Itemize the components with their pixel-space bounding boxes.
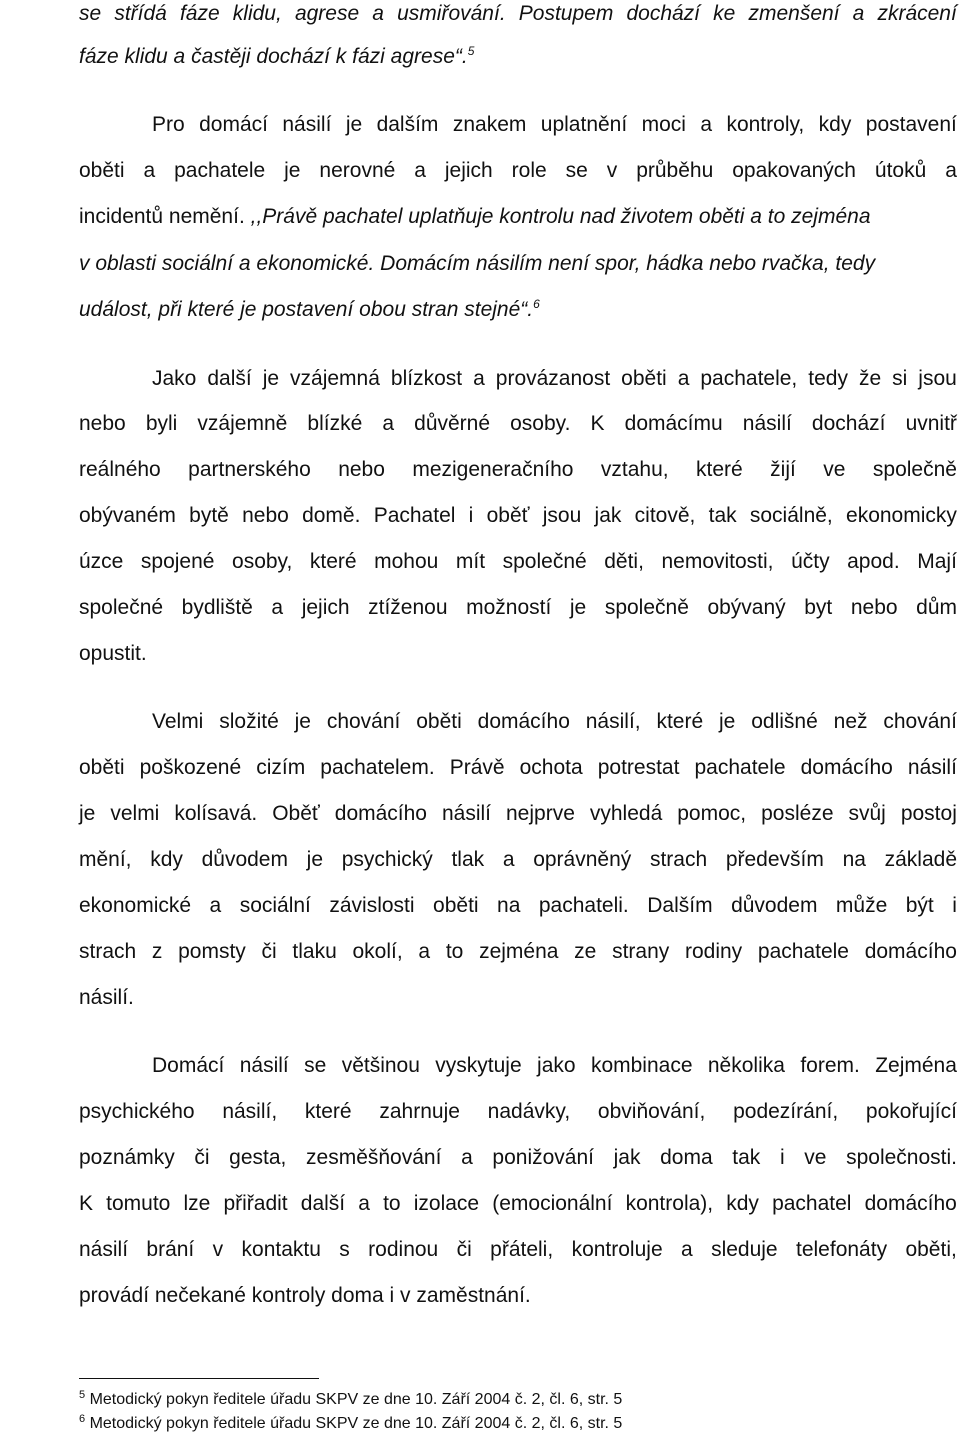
paragraph-4-line-4	[79, 1190, 957, 1218]
word: kolísavá.	[174, 802, 258, 825]
word: byli	[145, 412, 178, 435]
word: a	[143, 159, 156, 182]
word: blízkost	[390, 367, 463, 390]
text: opustit.	[79, 642, 147, 665]
word: násilí	[742, 412, 792, 435]
word: pachatele,	[700, 367, 798, 390]
word: nebo	[850, 596, 898, 619]
word: obývaný	[707, 596, 786, 619]
word: telefonáty	[796, 1238, 888, 1261]
word: postoj	[900, 802, 957, 825]
word: je	[294, 710, 311, 733]
paragraph-2-line-7	[79, 640, 147, 668]
word: jsou	[918, 367, 957, 390]
word: tedy	[808, 367, 848, 390]
word: je	[719, 710, 736, 733]
word: podezírání,	[733, 1100, 839, 1123]
word: izolace	[413, 1192, 480, 1215]
word: a	[461, 1146, 473, 1169]
paragraph-2-line-2	[79, 410, 957, 438]
word: ekonomické	[79, 894, 192, 917]
word: závislosti	[329, 894, 415, 917]
word: na	[497, 894, 521, 917]
paragraph-2-line-4	[79, 502, 957, 530]
footnote-ref-6: 6	[533, 297, 540, 311]
word: domácího	[864, 940, 957, 963]
footnote-mark: 6	[79, 1413, 86, 1425]
word: násilí,	[585, 710, 641, 733]
word: zejména	[479, 940, 559, 963]
paragraph-3-line-3	[79, 800, 957, 828]
word: pachatele	[757, 940, 849, 963]
word: to	[445, 940, 464, 963]
word: i	[468, 504, 474, 527]
word: domě.	[302, 504, 361, 527]
text: fáze klidu a častěji dochází k fázi agrese“.	[79, 45, 468, 68]
word: či	[456, 1238, 472, 1261]
word: sociální	[239, 894, 311, 917]
word: domácímu	[624, 412, 723, 435]
word: vyhledá	[589, 802, 663, 825]
paragraph-2-line-6	[79, 594, 957, 622]
word: přáteli,	[490, 1238, 554, 1261]
word: vztahu,	[600, 458, 669, 481]
word: z	[151, 940, 163, 963]
word: společnosti.	[846, 1146, 957, 1169]
word: rodinou	[368, 1238, 439, 1261]
word: velmi	[110, 802, 160, 825]
word: násilí	[907, 756, 957, 779]
word: a	[852, 2, 865, 25]
word: usmiřování.	[397, 2, 506, 25]
word: oběti	[433, 894, 479, 917]
word: osoby.	[510, 412, 571, 435]
word: domácího	[864, 1192, 957, 1215]
word: provázanost	[495, 367, 611, 390]
paragraph-3-line-7	[79, 984, 134, 1012]
word: důvodem	[731, 894, 818, 917]
paragraph-3-line-5	[79, 892, 957, 920]
word: a	[209, 894, 222, 917]
word: nebo	[242, 504, 289, 527]
paragraph-0-line-1	[79, 0, 957, 28]
word: psychického	[79, 1100, 195, 1123]
word: bydliště	[181, 596, 253, 619]
word: potrestat	[597, 756, 680, 779]
word: jak	[594, 504, 622, 527]
word: ochota	[519, 756, 583, 779]
footnote-5	[79, 1390, 622, 1410]
word: pomsty	[178, 940, 246, 963]
word: Postupem	[518, 2, 614, 25]
word: lze	[183, 1192, 211, 1215]
word: rodiny	[684, 940, 743, 963]
paragraph-1-line-4	[79, 250, 875, 278]
footnote-separator	[79, 1378, 319, 1379]
word: partnerského	[188, 458, 311, 481]
word: je	[262, 367, 280, 390]
word: jako	[537, 1054, 576, 1077]
word: a	[414, 159, 426, 182]
word: a	[681, 1238, 693, 1261]
word: dochází	[811, 412, 886, 435]
word: vyskytuje	[435, 1054, 522, 1077]
word: důvodem	[201, 848, 288, 871]
word: tlak	[451, 848, 485, 871]
word: role	[511, 159, 547, 182]
word: to	[383, 1192, 401, 1215]
word: násilí	[441, 802, 492, 825]
word: ke	[713, 2, 736, 25]
word: vzájemně	[197, 412, 288, 435]
word: uplatnění	[540, 113, 628, 136]
word: další	[300, 1192, 346, 1215]
footnote-ref-5: 5	[467, 44, 475, 58]
word: chování	[326, 710, 401, 733]
word: oběti,	[905, 1238, 957, 1261]
word: obviňování,	[597, 1100, 706, 1123]
word: citově,	[634, 504, 696, 527]
word: okolí,	[352, 940, 403, 963]
text: násilí.	[79, 986, 134, 1009]
word: Pachatel	[373, 504, 456, 527]
word: domácího	[334, 802, 427, 825]
word: s	[339, 1238, 350, 1261]
word: vzájemná	[290, 367, 380, 390]
word: kontrola),	[625, 1192, 714, 1215]
word: K	[590, 412, 605, 435]
word: v	[212, 1238, 224, 1261]
word: střídá	[114, 2, 167, 25]
word: K	[79, 1192, 94, 1215]
word: reálného	[79, 458, 161, 481]
paragraph-0-line-2	[79, 43, 474, 71]
footnote-text: Metodický pokyn ředitele úřadu SKPV ze dne 10. Září 2004 č. 2, čl. 6, str. 5	[89, 1391, 623, 1408]
paragraph-3-line-4	[79, 846, 957, 874]
word: oběti	[79, 159, 125, 182]
word: a	[502, 848, 515, 871]
word: které	[304, 1100, 352, 1123]
paragraph-1-line-2	[79, 157, 957, 185]
word: je	[569, 596, 587, 619]
word: jejich	[301, 596, 350, 619]
word: a	[372, 2, 384, 25]
word: nejprve	[506, 802, 575, 825]
word: dochází	[626, 2, 701, 25]
word: gesta,	[229, 1146, 287, 1169]
word: možností	[466, 596, 552, 619]
word: či	[261, 940, 277, 963]
word: uvnitř	[905, 412, 957, 435]
word: oběti	[416, 710, 462, 733]
word: mít	[455, 550, 486, 573]
word: základě	[884, 848, 957, 871]
text: incidentů nemění.	[79, 205, 245, 228]
word: společné	[502, 550, 587, 573]
word: důvěrné	[414, 412, 491, 435]
word: ze	[574, 940, 597, 963]
word: zesměšňování	[306, 1146, 442, 1169]
word: útoků	[874, 159, 927, 182]
word: blízké	[307, 412, 363, 435]
word: agrese	[294, 2, 360, 25]
word: zkrácení	[877, 2, 957, 25]
word: pachatele	[174, 159, 266, 182]
word: násilí	[282, 113, 332, 136]
word: a	[358, 1192, 370, 1215]
paragraph-4-line-6	[79, 1282, 531, 1310]
word: násilí,	[222, 1100, 278, 1123]
paragraph-2-line-5	[79, 548, 957, 576]
word: Zejména	[875, 1054, 957, 1077]
word: které	[309, 550, 357, 573]
word: účty	[791, 550, 830, 573]
paragraph-2-line-1	[79, 365, 957, 393]
word: ve	[804, 1146, 827, 1169]
paragraph-1-line-3	[79, 203, 871, 231]
word: odlišné	[751, 710, 818, 733]
word: a	[473, 367, 485, 390]
word: další	[207, 367, 252, 390]
word: žijí	[770, 458, 796, 481]
word: Velmi	[152, 710, 204, 733]
word: společné	[79, 596, 164, 619]
word: především	[725, 848, 824, 871]
word: nerovné	[319, 159, 396, 182]
word: ztíženou	[368, 596, 448, 619]
word: ponižování	[492, 1146, 594, 1169]
word: jejich	[444, 159, 493, 182]
word: domácího	[477, 710, 570, 733]
word: svůj	[848, 802, 886, 825]
word: a	[677, 367, 690, 390]
word: společně	[604, 596, 689, 619]
word: klidu,	[232, 2, 282, 25]
word: poznámky	[79, 1146, 175, 1169]
word: a	[418, 940, 431, 963]
word: strach	[649, 848, 708, 871]
word: pachatele	[694, 756, 786, 779]
word: jak	[613, 1146, 641, 1169]
word: kdy	[150, 848, 183, 871]
word: i	[952, 894, 957, 917]
word: sleduje	[711, 1238, 778, 1261]
word: tak	[708, 504, 737, 527]
word: domácí	[199, 113, 268, 136]
word: osoby,	[232, 550, 293, 573]
word: přiřadit	[223, 1192, 288, 1215]
word: mění,	[79, 848, 132, 871]
word: nebo	[79, 412, 126, 435]
word: než	[833, 710, 868, 733]
paragraph-4-line-1	[79, 1052, 957, 1080]
word: složité	[219, 710, 279, 733]
paragraph-3-line-6	[79, 938, 957, 966]
paragraph-4-line-3	[79, 1144, 957, 1172]
quote-text: událost, při které je postavení obou stran stejné“.	[79, 298, 534, 321]
word: tomuto	[106, 1192, 171, 1215]
word: pomoc,	[677, 802, 747, 825]
word: i	[779, 1146, 785, 1169]
word: posléze	[761, 802, 834, 825]
word: nebo	[338, 458, 385, 481]
word: společně	[872, 458, 957, 481]
paragraph-3-line-2	[79, 754, 957, 782]
word: dalším	[376, 113, 439, 136]
word: a	[700, 113, 713, 136]
word: jsou	[542, 504, 582, 527]
word: postavení	[865, 113, 957, 136]
word: brání	[146, 1238, 195, 1261]
word: tak	[732, 1146, 761, 1169]
word: kontaktu	[241, 1238, 321, 1261]
word: že	[858, 367, 882, 390]
word: cizím	[256, 756, 306, 779]
paragraph-4-line-5	[79, 1236, 957, 1264]
word: kdy	[726, 1192, 759, 1215]
word: strany	[612, 940, 670, 963]
word: mohou	[374, 550, 439, 573]
word: kdy	[818, 113, 852, 136]
word: opakovaných	[732, 159, 856, 182]
word: násilí	[79, 1238, 129, 1261]
word: apod.	[847, 550, 900, 573]
word: ekonomicky	[846, 504, 957, 527]
word: (emocionální	[492, 1192, 613, 1215]
word: oběť	[486, 504, 530, 527]
word: Právě	[449, 756, 505, 779]
word: mezigeneračního	[412, 458, 574, 481]
word: se	[79, 2, 102, 25]
word: chování	[883, 710, 957, 733]
word: většinou	[341, 1054, 420, 1077]
quote-text: v oblasti sociální a ekonomické.	[79, 252, 375, 275]
word: byt	[804, 596, 833, 619]
word: úzce	[79, 550, 124, 573]
word: forem.	[800, 1054, 860, 1077]
word: nemovitosti,	[661, 550, 774, 573]
word: poškozené	[139, 756, 242, 779]
word: bytě	[189, 504, 229, 527]
word: a	[271, 596, 284, 619]
word: pachatel	[772, 1192, 852, 1215]
word: násilí	[239, 1054, 289, 1077]
word: zahrnuje	[379, 1100, 460, 1123]
word: obývaném	[79, 504, 176, 527]
word: které	[696, 458, 743, 481]
word: ve	[823, 458, 846, 481]
word: se	[304, 1054, 327, 1077]
paragraph-1-line-5	[79, 296, 540, 324]
word: sociálně,	[749, 504, 833, 527]
quote-text: ,,Právě pachatel uplatňuje kontrolu nad životem oběti a to zejména	[250, 205, 871, 228]
paragraph-4-line-2	[79, 1098, 957, 1126]
word: je	[345, 113, 363, 136]
word: domácího	[800, 756, 893, 779]
word: nadávky,	[487, 1100, 571, 1123]
word: psychický	[341, 848, 433, 871]
word: v	[606, 159, 618, 182]
word: Oběť	[272, 802, 320, 825]
word: Dalším	[647, 894, 713, 917]
word: Pro	[152, 113, 185, 136]
word: je	[284, 159, 301, 182]
word: pachateli.	[538, 894, 629, 917]
word: si	[892, 367, 908, 390]
word: či	[194, 1146, 210, 1169]
paragraph-3-line-1	[79, 708, 957, 736]
footnote-text: Metodický pokyn ředitele úřadu SKPV ze dne 10. Září 2004 č. 2, čl. 6, str. 5	[89, 1415, 623, 1432]
word: kontroluje	[571, 1238, 663, 1261]
word: několika	[707, 1054, 785, 1077]
word: dům	[916, 596, 957, 619]
paragraph-1-line-1	[79, 111, 957, 139]
word: moci	[641, 113, 686, 136]
word: Mají	[917, 550, 957, 573]
word: děti,	[604, 550, 644, 573]
paragraph-2-line-3	[79, 456, 957, 484]
word: strach	[79, 940, 137, 963]
word: fáze	[179, 2, 220, 25]
word: spojené	[140, 550, 215, 573]
footnote-6	[79, 1414, 622, 1434]
footnote-mark: 5	[79, 1389, 86, 1401]
word: je	[306, 848, 324, 871]
word: oběti	[621, 367, 667, 390]
text: provádí nečekané kontroly doma i v zaměstnání.	[79, 1284, 531, 1307]
word: může	[835, 894, 888, 917]
word: na	[842, 848, 866, 871]
word: být	[905, 894, 934, 917]
word: kombinace	[590, 1054, 693, 1077]
word: se	[565, 159, 588, 182]
word: doma	[660, 1146, 713, 1169]
word: oběti	[79, 756, 125, 779]
word: je	[79, 802, 96, 825]
word: oprávněný	[533, 848, 632, 871]
word: kontroly,	[726, 113, 805, 136]
word: a	[945, 159, 957, 182]
word: pachatelem.	[320, 756, 435, 779]
word: pokořující	[865, 1100, 957, 1123]
word: zmenšení	[748, 2, 840, 25]
quote-text: Domácím násilím není spor, hádka nebo rvačka, tedy	[380, 252, 876, 275]
word: Domácí	[152, 1054, 225, 1077]
word: a	[382, 412, 395, 435]
word: Jako	[152, 367, 197, 390]
word: tlaku	[292, 940, 337, 963]
word: které	[656, 710, 704, 733]
word: znakem	[452, 113, 527, 136]
word: průběhu	[636, 159, 714, 182]
